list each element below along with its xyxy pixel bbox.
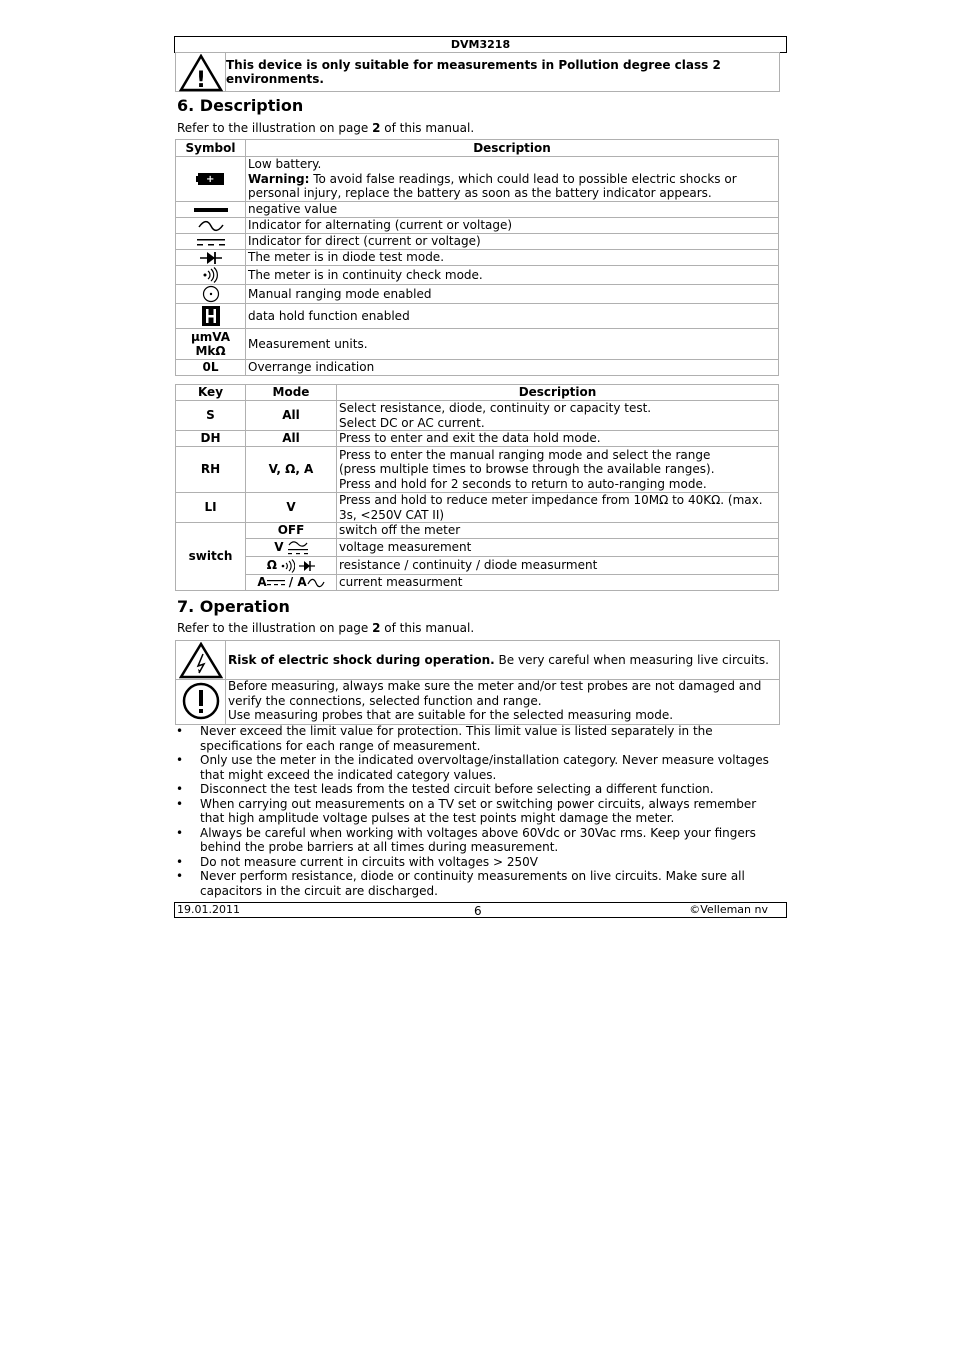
footer-date: 19.01.2011 <box>177 903 240 916</box>
hold-icon <box>176 304 246 329</box>
diode-icon <box>299 560 315 572</box>
mode-cell: V <box>246 539 337 557</box>
column-header: Description <box>246 140 779 157</box>
continuity-icon <box>176 266 246 285</box>
table-row <box>176 218 779 234</box>
mode-cell: V, Ω, A <box>246 447 337 493</box>
column-header: Symbol <box>176 140 246 157</box>
key-cell: LI <box>176 493 246 523</box>
list-item: • Disconnect the test leads from the tested circuit before selecting a different function. <box>175 782 775 797</box>
mode-cell: A / A <box>246 575 337 591</box>
pollution-warning-text: This device is only suitable for measurements in Pollution degree class 2 environments. <box>226 58 721 86</box>
table-row <box>176 575 779 591</box>
page-header <box>174 36 787 53</box>
column-header: Description <box>337 385 779 401</box>
key-cell: DH <box>176 431 246 447</box>
ac-icon <box>176 218 246 234</box>
model-name: DVM3218 <box>450 38 511 51</box>
list-item: • Never exceed the limit value for protection. This limit value is listed separately in the specifications for each range of measurement. <box>175 724 775 753</box>
table-row <box>176 539 779 557</box>
mode-cell: OFF <box>246 523 337 539</box>
symbol-description: Overrange indication <box>246 360 779 376</box>
section-7-intro: Refer to the illustration on page 2 of this manual. <box>177 621 475 635</box>
table-row <box>176 360 779 376</box>
safety-bullet-list <box>175 724 775 898</box>
battery-icon <box>176 157 246 202</box>
diode-icon <box>176 250 246 266</box>
list-item: • Do not measure current in circuits with voltages > 250V <box>175 855 775 870</box>
list-item: • Never perform resistance, diode or continuity measurements on live circuits. Make sure all capacitors in the circuit are discharged. <box>175 869 775 898</box>
mode-cell: V <box>246 493 337 523</box>
table-row <box>176 202 779 218</box>
symbol-description: The meter is in diode test mode. <box>246 250 779 266</box>
table-header-row <box>176 385 779 401</box>
table-header-row <box>176 140 779 157</box>
manual-range-icon <box>176 285 246 304</box>
table-row <box>176 401 779 431</box>
shock-warning-text: Risk of electric shock during operation. Be very careful when measuring live circuits. <box>228 653 769 667</box>
svg-text:!: ! <box>195 68 207 92</box>
table-row <box>176 285 779 304</box>
symbol-description: Indicator for direct (current or voltage) <box>246 234 779 250</box>
description-cell: Select resistance, diode, continuity or capacity test. Select DC or AC current. <box>337 401 779 431</box>
warning-triangle-icon <box>179 54 223 95</box>
description-cell: Press to enter the manual ranging mode and select the range (press multiple times to browse through the available ranges). Press and hold for 2 seconds to return to auto-ranging mode. <box>337 447 779 493</box>
description-cell: voltage measurement <box>337 539 779 557</box>
section-6-intro: Refer to the illustration on page 2 of this manual. <box>177 121 475 135</box>
column-header: Mode <box>246 385 337 401</box>
caution-text: Before measuring, always make sure the meter and/or test probes are not damaged and verify the connections, selected function and range. Use measuring probes that are suitable for the selected measuring mode. <box>228 679 762 722</box>
symbol-description: Measurement units. <box>246 329 779 360</box>
minus-icon <box>176 202 246 218</box>
symbol-description: Indicator for alternating (current or voltage) <box>246 218 779 234</box>
list-item: • When carrying out measurements on a TV set or switching power circuits, always remember that high amplitude voltage pulses at the test points might damage the meter. <box>175 797 775 826</box>
pollution-warning-box <box>175 52 780 92</box>
table-row <box>176 266 779 285</box>
key-cell: S <box>176 401 246 431</box>
key-cell: RH <box>176 447 246 493</box>
symbol-description: Manual ranging mode enabled <box>246 285 779 304</box>
key-cell: switch <box>176 523 246 591</box>
shock-warning-box <box>175 640 780 680</box>
description-cell: Press to enter and exit the data hold mode. <box>337 431 779 447</box>
battery-description: Low battery. Warning: To avoid false readings, which could lead to possible electric shocks or personal injury, replace the battery as soon as the battery indicator appears. <box>246 157 779 202</box>
list-item: • Always be careful when working with voltages above 60Vdc or 30Vac rms. Keep your fingers behind the probe barriers at all times during measurement. <box>175 826 775 855</box>
overrange-symbol: 0L <box>176 360 246 376</box>
symbol-description: negative value <box>246 202 779 218</box>
dc-icon <box>176 234 246 250</box>
ac-dc-icon <box>288 541 308 555</box>
svg-text:+: + <box>205 174 214 185</box>
mode-cell: All <box>246 431 337 447</box>
table-row <box>176 157 779 202</box>
table-row <box>176 447 779 493</box>
page-footer <box>174 902 787 918</box>
description-cell: Press and hold to reduce meter impedance from 10MΩ to 40KΩ. (max. 3s, <250V CAT II) <box>337 493 779 523</box>
list-item: • Only use the meter in the indicated overvoltage/installation category. Never measure voltages that might exceed the indicated category values. <box>175 753 775 782</box>
table-row <box>176 234 779 250</box>
caution-box <box>175 678 780 725</box>
description-cell: current measurment <box>337 575 779 591</box>
description-cell: resistance / continuity / diode measurment <box>337 557 779 575</box>
dc-icon <box>267 578 285 588</box>
mode-cell: All <box>246 401 337 431</box>
table-row <box>176 250 779 266</box>
units-symbol: µmVA MkΩ <box>176 329 246 360</box>
mode-cell: Ω <box>246 557 337 575</box>
key-table <box>175 384 779 591</box>
table-row <box>176 523 779 539</box>
description-cell: switch off the meter <box>337 523 779 539</box>
continuity-icon <box>281 559 295 573</box>
footer-page-number: 6 <box>474 904 482 918</box>
table-row <box>176 304 779 329</box>
table-row <box>176 431 779 447</box>
table-row <box>176 493 779 523</box>
section-6-title: 6. Description <box>177 96 304 115</box>
table-row <box>176 329 779 360</box>
symbol-description: The meter is in continuity check mode. <box>246 266 779 285</box>
section-7-title: 7. Operation <box>177 597 290 616</box>
ac-icon <box>307 578 325 588</box>
exclamation-circle-icon <box>182 682 220 723</box>
symbol-table <box>175 139 779 376</box>
high-voltage-icon <box>179 642 223 682</box>
symbol-description: data hold function enabled <box>246 304 779 329</box>
footer-copyright: ©Velleman nv <box>689 903 768 916</box>
table-row <box>176 557 779 575</box>
column-header: Key <box>176 385 246 401</box>
